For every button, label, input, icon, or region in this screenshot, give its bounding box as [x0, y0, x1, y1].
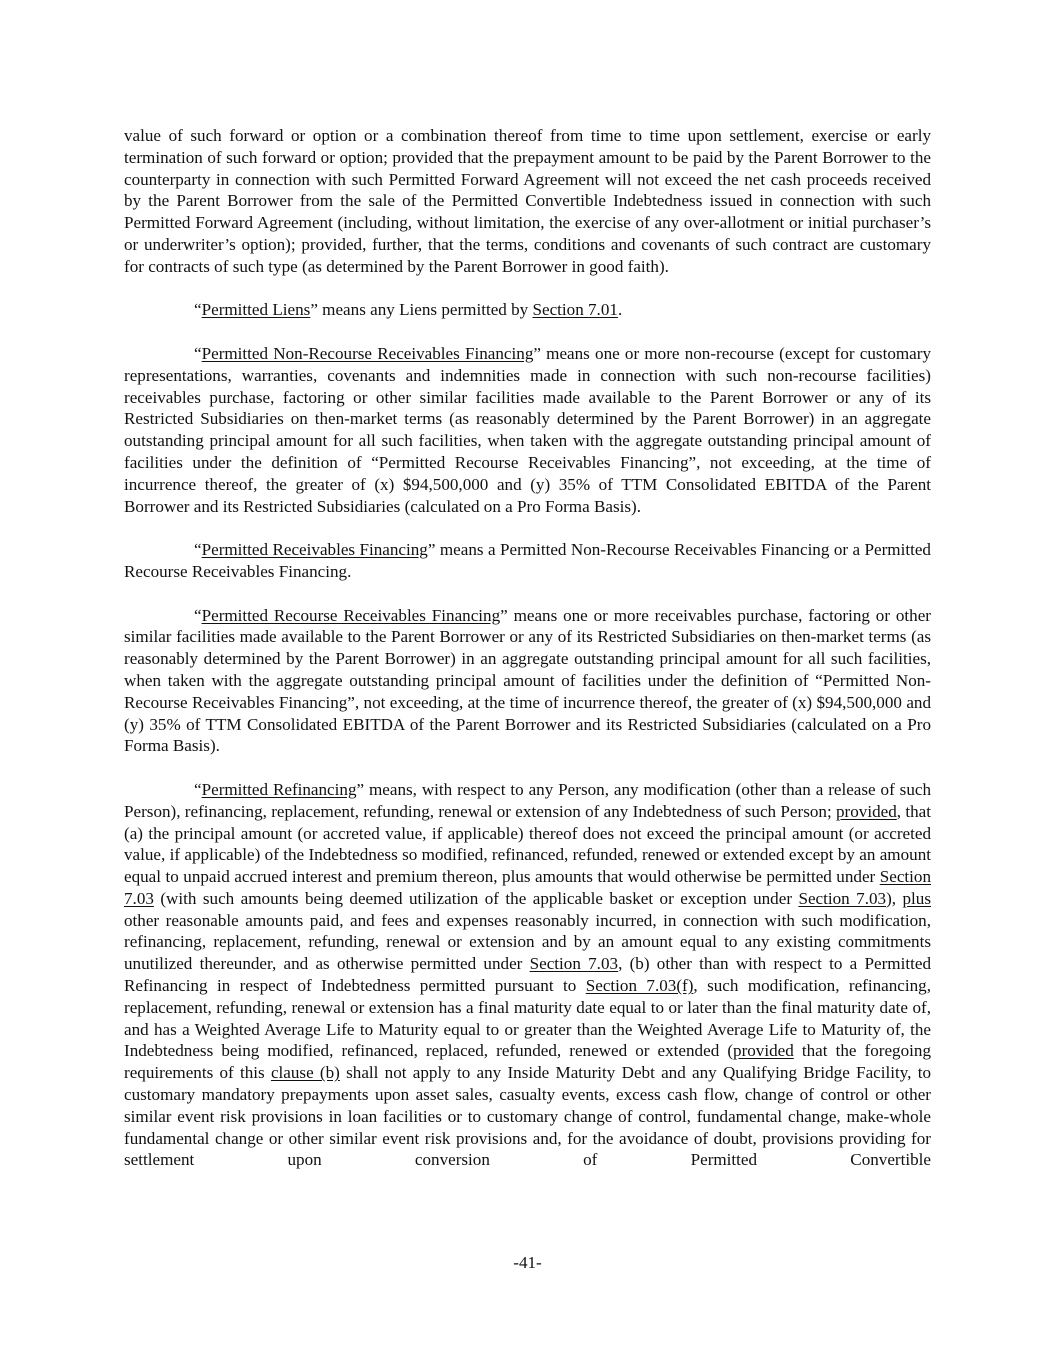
defined-term-reference: Section 7.03(f)	[585, 976, 694, 996]
defined-term-reference: Section 7.03	[124, 867, 931, 908]
defined-term-reference: Section 7.01	[532, 300, 618, 320]
paragraph-text: value of such forward or option or a combination thereof from time to time upon settlement, exercise or early termination of such forward or option; provided that the prepayment amount to be paid by the Parent Borrower to the counterparty in connection with such Permitted Forward Agreement will not exceed the net cash proceeds received by the Parent Borrower from the sale of the Permitted Convertible Indebtedness issued in connection with such Permitted Forward Agreement (including, without limitation, the exercise of any over-allotment or initial purchaser’s or underwriter’s option); provided, further, that the terms, conditions and covenants of such contract are customary for contracts of such type (as determined by the Parent Borrower in good faith).	[124, 126, 931, 276]
paragraph-text: ),	[886, 888, 903, 908]
paragraph-text: ” means, with respect to any Person, any modification (other than a release of such Person), refinancing, replacement, refunding, renewal or extension of any Indebtedness of such Person;	[124, 779, 931, 821]
defined-term-reference: Permitted Non-Recourse Receivables Financing	[201, 343, 534, 363]
paragraph-text: that the foregoing requirements of this	[124, 1041, 931, 1083]
document-body	[124, 125, 931, 1171]
page-number: -41-	[513, 1253, 542, 1272]
paragraph-text: , that (a) the principal amount (or accreted value, if applicable) thereof does not exceed the principal amount (or accreted value, if applicable) of the Indebtedness so modified, refinanced, refunded, renewed or extended except by an amount equal to unpaid accrued interest and premium thereon, plus amounts that would otherwise be permitted under	[124, 801, 931, 887]
defined-term-reference: Permitted Receivables Financing	[201, 540, 428, 560]
defined-term-reference: Section 7.03	[798, 888, 887, 908]
paragraph-text: (with such amounts being deemed utilization of the applicable basket or exception under	[153, 888, 799, 908]
paragraph-text: “	[194, 779, 202, 799]
paragraph-text: ” means any Liens permitted by	[310, 300, 533, 320]
definition-permitted-non-recourse-receivables-financing	[124, 343, 931, 517]
definition-permitted-liens	[124, 299, 931, 321]
paragraph-text: “	[194, 605, 202, 625]
paragraph-text: other reasonable amounts paid, and fees and expenses reasonably incurred, in connection with such modification, refinancing, replacement, refunding, renewal or extension and by an amount equal to any existing commitments unutilized thereunder, and as otherwise permitted under	[124, 910, 931, 974]
paragraph-text: shall not apply to any Inside Maturity Debt and any Qualifying Bridge Facility, to customary mandatory prepayments upon asset sales, casualty events, excess cash flow, change of control or other similar event risk provisions in loan facilities or to customary change of control, fundamental change, make-whole fundamental change or other similar event risk provisions and, for the avoidance of doubt, provisions providing for settlement upon conversion of Permitted Convertible	[124, 1063, 931, 1170]
paragraph-text: , (b) other than with respect to a Permitted Refinancing in respect of Indebtedness permitted pursuant to	[124, 954, 931, 996]
defined-term-reference: clause (b)	[270, 1063, 340, 1083]
defined-term-reference: Permitted Liens	[201, 300, 311, 320]
paragraph-text: “	[194, 300, 202, 320]
paragraph-text: ” means one or more receivables purchase, factoring or other similar facilities made available to the Parent Borrower or any of its Restricted Subsidiaries on then-market terms (as reasonably determined by the Parent Borrower) in an aggregate outstanding principal amount for all such facilities, when taken with the aggregate outstanding principal amount of facilities under the definition of “Permitted Non-Recourse Receivables Financing”, not exceeding, at the time of incurrence thereof, the greater of (x) $94,500,000 and (y) 35% of TTM Consolidated EBITDA of the Parent Borrower and its Restricted Subsidiaries (calculated on a Pro Forma Basis).	[124, 605, 931, 756]
paragraph-text: ” means one or more non-recourse (except for customary representations, warranties, covenants and indemnities made in connection with such non-recourse facilities) receivables purchase, factoring or other similar facilities made available to the Parent Borrower or any of its Restricted Subsidiaries on then-market terms (as reasonably determined by the Parent Borrower) in an aggregate outstanding principal amount for all such facilities, when taken with the aggregate outstanding principal amount of facilities under the definition of “Permitted Recourse Receivables Financing”, not exceeding, at the time of incurrence thereof, the greater of (x) $94,500,000 and (y) 35% of TTM Consolidated EBITDA of the Parent Borrower and its Restricted Subsidiaries (calculated on a Pro Forma Basis).	[124, 343, 931, 516]
paragraph-text: ” means a Permitted Non-Recourse Receivables Financing or a Permitted Recourse Receivables Financing.	[124, 540, 931, 581]
definition-permitted-receivables-financing	[124, 539, 931, 583]
defined-term-reference: Permitted Refinancing	[201, 779, 357, 799]
definition-permitted-recourse-receivables-financing	[124, 605, 931, 758]
defined-term-reference: provided	[733, 1041, 794, 1061]
paragraph-text: “	[194, 540, 202, 560]
defined-term-reference: Permitted Recourse Receivables Financing	[201, 605, 501, 625]
paragraph-continuation	[124, 125, 931, 278]
definition-permitted-refinancing	[124, 779, 931, 1171]
defined-term-reference: Section 7.03	[529, 954, 619, 974]
paragraph-text: “	[194, 343, 202, 363]
defined-term-reference: provided	[836, 801, 897, 821]
paragraph-text: , such modification, refinancing, replacement, refunding, renewal or extension has a final maturity date equal to or later than the final maturity date of, and has a Weighted Average Life to Maturity equal to or greater than the Weighted Average Life to Maturity of, the Indebtedness being modified, refinanced, replaced, refunded, renewed or extended (	[124, 976, 932, 1061]
defined-term-reference: plus	[902, 888, 931, 908]
paragraph-text: .	[617, 300, 623, 320]
